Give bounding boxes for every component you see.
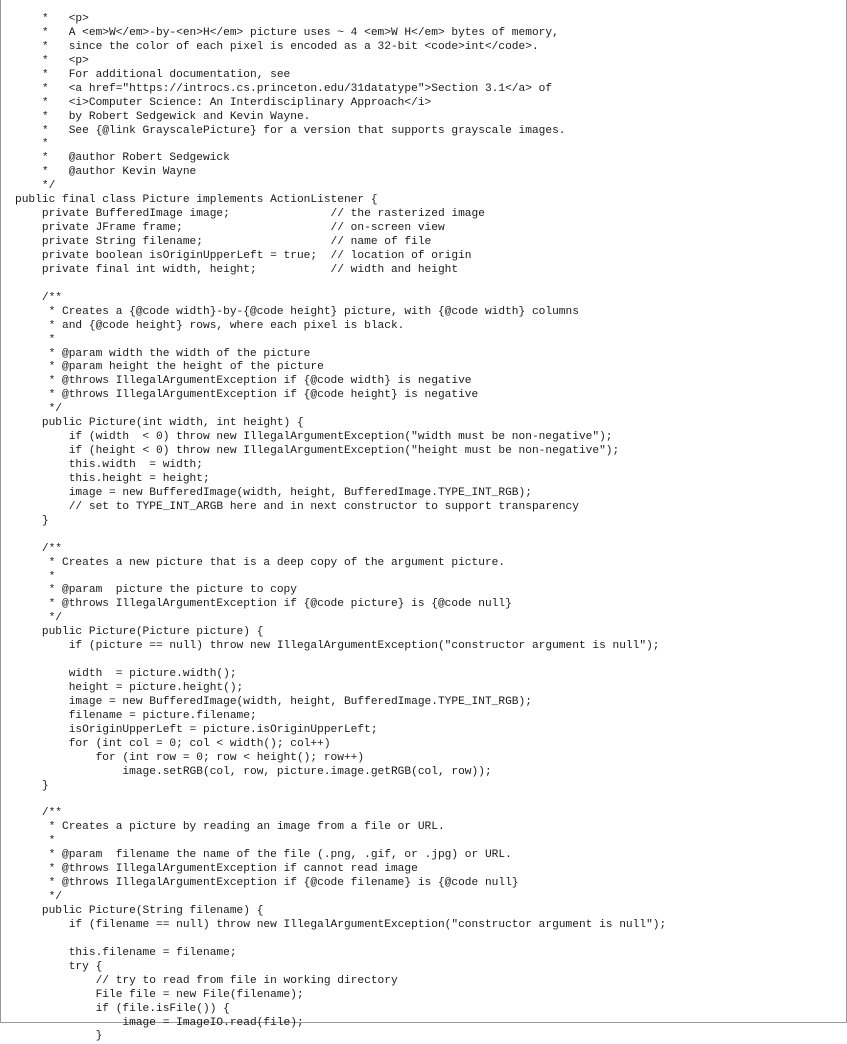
code-line: public final class Picture implements ActionListener {	[15, 194, 378, 207]
source-code-listing	[15, 13, 666, 1044]
code-line: *	[15, 570, 56, 583]
code-line: this.filename = filename;	[15, 946, 237, 959]
code-line: */	[15, 612, 62, 625]
code-line	[15, 933, 666, 947]
code-line: public Picture(String filename) {	[15, 905, 264, 917]
code-line: private BufferedImage image; // the rasterized image	[15, 208, 485, 221]
code-line: if (file.isFile()) {	[15, 1002, 230, 1015]
code-line: * since the color of each pixel is encoded as a 32-bit <code>int</code>.	[15, 40, 539, 53]
code-line: /**	[15, 291, 62, 304]
code-line: */	[15, 403, 62, 416]
code-line: }	[15, 514, 49, 527]
code-line: * <p>	[15, 54, 89, 67]
code-line: * @param height the height of the picture	[15, 361, 324, 374]
code-line: private JFrame frame; // on-screen view	[15, 222, 445, 235]
code-line: private String filename; // name of file	[15, 236, 432, 248]
code-line: * @param width the width of the picture	[15, 347, 311, 360]
code-line: * @throws IllegalArgumentException if {@code picture} is {@code null}	[15, 598, 512, 611]
code-line: // set to TYPE_INT_ARGB here and in next constructor to support transparency	[15, 500, 579, 513]
code-line: height = picture.height();	[15, 682, 244, 694]
code-line	[15, 278, 666, 292]
code-line: * Creates a {@code width}-by-{@code height} picture, with {@code width} columns	[15, 305, 579, 318]
code-line: */	[15, 180, 56, 193]
code-line	[15, 794, 666, 808]
code-line: * A <em>W</em>-by-<en>H</em> picture uses ~ 4 <em>W H</em> bytes of memory,	[15, 26, 559, 39]
code-line: * <i>Computer Science: An Interdisciplinary Approach</i>	[15, 96, 432, 109]
code-line: for (int col = 0; col < width(); col++)	[15, 737, 331, 750]
code-line: if (picture == null) throw new IllegalArgumentException("constructor argument is null");	[15, 640, 660, 653]
code-line: /**	[15, 542, 62, 555]
code-line: }	[15, 779, 49, 792]
code-line: /**	[15, 807, 62, 820]
code-line: *	[15, 333, 56, 346]
code-line: * @param filename the name of the file (.png, .gif, or .jpg) or URL.	[15, 849, 512, 862]
code-line: image = new BufferedImage(width, height, BufferedImage.TYPE_INT_RGB);	[15, 486, 532, 499]
code-line: image.setRGB(col, row, picture.image.getRGB(col, row));	[15, 765, 492, 778]
code-line: private boolean isOriginUpperLeft = true; // location of origin	[15, 249, 472, 262]
code-line: filename = picture.filename;	[15, 709, 257, 722]
code-line: */	[15, 891, 62, 904]
code-line: if (width < 0) throw new IllegalArgumentException("width must be non-negative");	[15, 431, 613, 444]
code-line: * @author Robert Sedgewick	[15, 152, 230, 165]
code-line: // try to read from file in working directory	[15, 974, 398, 987]
code-line: *	[15, 138, 49, 151]
code-line: image = new BufferedImage(width, height, BufferedImage.TYPE_INT_RGB);	[15, 695, 532, 708]
code-line: * See {@link GrayscalePicture} for a version that supports grayscale images.	[15, 124, 566, 137]
code-line: if (filename == null) throw new IllegalArgumentException("constructor argument is null");	[15, 918, 667, 931]
code-line: * @param picture the picture to copy	[15, 584, 297, 597]
code-line: width = picture.width();	[15, 668, 237, 681]
code-line: * and {@code height} rows, where each pixel is black.	[15, 319, 405, 332]
code-line: * @author Kevin Wayne	[15, 166, 197, 179]
code-line: image = ImageIO.read(file);	[15, 1016, 304, 1029]
code-line	[15, 654, 666, 668]
code-line: private final int width, height; // width and height	[15, 263, 459, 276]
code-line	[15, 529, 666, 543]
code-line: public Picture(int width, int height) {	[15, 417, 304, 430]
code-line: * @throws IllegalArgumentException if cannot read image	[15, 863, 418, 876]
code-line: * Creates a picture by reading an image from a file or URL.	[15, 821, 445, 834]
code-line: * Creates a new picture that is a deep copy of the argument picture.	[15, 556, 506, 569]
code-line: public Picture(Picture picture) {	[15, 626, 264, 639]
code-line: * @throws IllegalArgumentException if {@code height} is negative	[15, 389, 479, 402]
code-line: for (int row = 0; row < height(); row++)	[15, 751, 365, 764]
code-line: try {	[15, 960, 103, 973]
code-line: File file = new File(filename);	[15, 988, 304, 1001]
code-line: * @throws IllegalArgumentException if {@code filename} is {@code null}	[15, 877, 519, 890]
code-line: this.width = width;	[15, 459, 203, 471]
code-line: isOriginUpperLeft = picture.isOriginUpperLeft;	[15, 723, 378, 736]
code-line: * by Robert Sedgewick and Kevin Wayne.	[15, 110, 311, 123]
code-line: if (height < 0) throw new IllegalArgumentException("height must be non-negative");	[15, 445, 620, 458]
code-line: * <a href="https://introcs.cs.princeton.edu/31datatype">Section 3.1</a> of	[15, 82, 553, 95]
code-line: *	[15, 835, 56, 848]
code-line: * For additional documentation, see	[15, 68, 291, 81]
code-line: * <p>	[15, 13, 89, 25]
code-line: this.height = height;	[15, 472, 210, 485]
code-line: }	[15, 1030, 103, 1043]
code-line: * @throws IllegalArgumentException if {@code width} is negative	[15, 375, 472, 388]
